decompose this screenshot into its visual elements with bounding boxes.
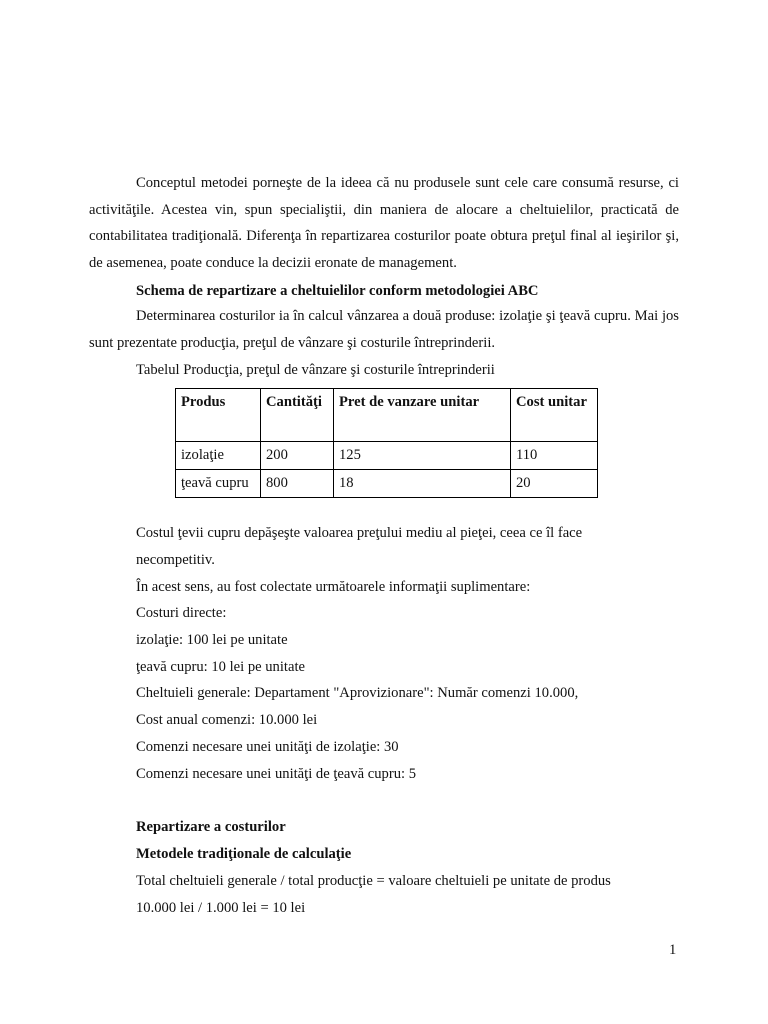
body-line: Cheltuieli generale: Departament "Aprovizionare": Număr comenzi 10.000,: [136, 685, 579, 701]
formula-line: Total cheltuieli generale / total producţie = valoare cheltuieli pe unitate de produs: [136, 873, 611, 889]
body-line: În acest sens, au fost colectate următoarele informaţii suplimentare:: [136, 579, 531, 595]
subsection-heading: Metodele tradiţionale de calculaţie: [136, 846, 352, 862]
body-line: izolaţie: 100 lei pe unitate: [136, 632, 288, 648]
cell-cost: 20: [511, 470, 598, 498]
schema-heading: Schema de repartizare a cheltuielilor conform metodologiei ABC: [136, 283, 539, 299]
intro-paragraph: Conceptul metodei porneşte de la ideea că nu produsele sunt cele care consumă resurse, ci activităţile. Acestea vin, spun specialiştii, din maniera de alocare a cheltuielilor, practicată de contabilitatea tradiţională. Diferenţa în repartizarea costurilor poate obtura preţul final al ieşirilor şi, de asemenea, poate conduce la decizii eronate de management.: [89, 175, 679, 271]
body-line: Cost anual comenzi: 10.000 lei: [136, 712, 318, 728]
cell-quantity: 200: [261, 442, 334, 470]
determination-paragraph: Determinarea costurilor ia în calcul vânzarea a două produse: izolaţie şi ţeavă cupru. Mai jos sunt prezentate producţia, preţul de vânzare şi costurile întreprinderii.: [89, 308, 679, 351]
section-heading: Repartizare a costurilor: [136, 819, 286, 835]
header-produs: Produs: [176, 389, 261, 442]
body-line: Comenzi necesare unei unităţi de izolaţie: 30: [136, 739, 399, 755]
cell-cost: 110: [511, 442, 598, 470]
body-line: necompetitiv.: [136, 552, 215, 568]
body-line: Costuri directe:: [136, 605, 227, 621]
body-line: Comenzi necesare unei unităţi de ţeavă cupru: 5: [136, 766, 417, 782]
table-row: [176, 470, 598, 498]
cell-price: 18: [334, 470, 511, 498]
table-header-row: [176, 389, 598, 442]
formula-line: 10.000 lei / 1.000 lei = 10 lei: [136, 900, 306, 916]
cell-price: 125: [334, 442, 511, 470]
page-number: 1: [669, 942, 677, 958]
table-caption: Tabelul Producţia, preţul de vânzare şi costurile întreprinderii: [136, 362, 495, 378]
table-row: [176, 442, 598, 470]
header-pret: Pret de vanzare unitar: [334, 389, 511, 442]
header-cantitati: Cantităţi: [261, 389, 334, 442]
header-cost: Cost unitar: [511, 389, 598, 442]
body-line: ţeavă cupru: 10 lei pe unitate: [136, 659, 305, 675]
body-line: Costul ţevii cupru depăşeşte valoarea preţului mediu al pieţei, ceea ce îl face: [136, 525, 583, 541]
production-table: [175, 388, 598, 498]
cell-quantity: 800: [261, 470, 334, 498]
cell-product: izolaţie: [176, 442, 261, 470]
cell-product: ţeavă cupru: [176, 470, 261, 498]
